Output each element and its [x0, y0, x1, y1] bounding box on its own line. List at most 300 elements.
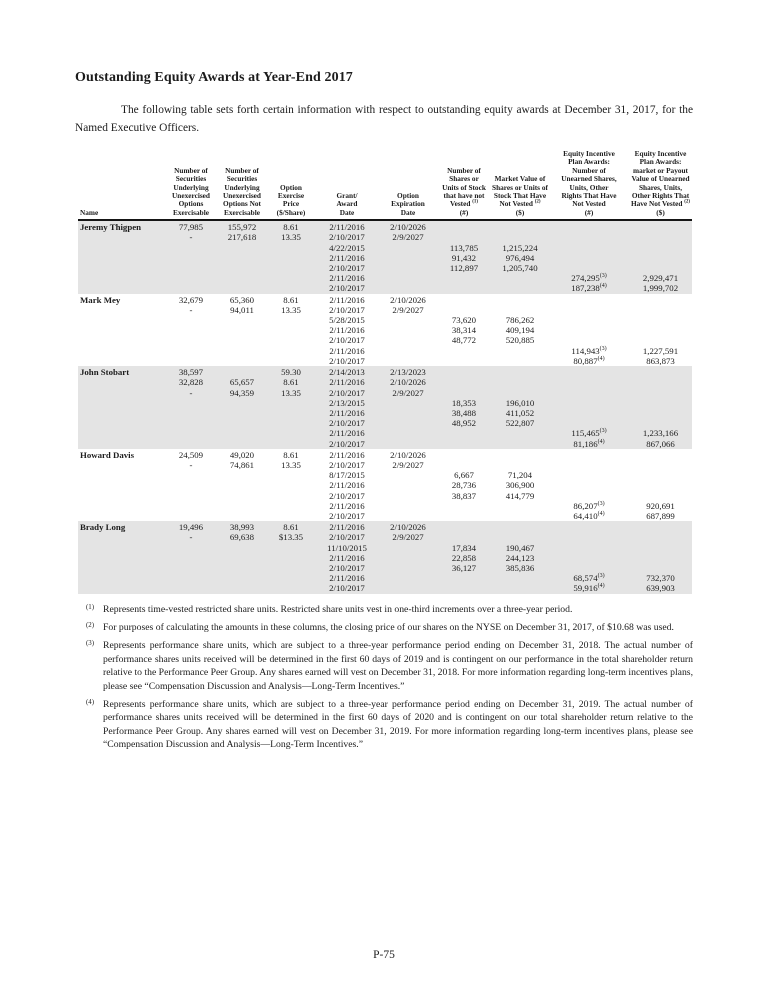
- executive-name: [78, 263, 165, 273]
- table-cell: [267, 480, 315, 490]
- table-cell: [549, 377, 629, 387]
- table-cell: 11/10/2015: [327, 542, 367, 553]
- table-cell: 112,897: [449, 263, 479, 274]
- table-cell: 639,903: [646, 583, 675, 594]
- table-cell: [217, 398, 267, 408]
- table-cell: [491, 366, 549, 377]
- table-cell: 2/10/2017: [329, 459, 365, 470]
- column-header: Option Exercise Price ($/Share): [276, 182, 306, 217]
- table-cell: 8.61: [283, 377, 299, 388]
- table-cell: [629, 388, 692, 398]
- table-cell: 2/9/2027: [392, 459, 424, 470]
- table-cell: [267, 501, 315, 511]
- table-cell: [491, 573, 549, 583]
- table-cell: [437, 294, 491, 305]
- executive-group: [78, 449, 692, 521]
- table-cell: [629, 398, 692, 408]
- table-cell: [267, 511, 315, 521]
- executive-name: [78, 398, 165, 408]
- table-cell: 2/10/2026: [390, 522, 426, 533]
- table-cell: [217, 439, 267, 449]
- table-cell: [491, 521, 549, 532]
- table-cell: [165, 408, 217, 418]
- table-cell: [437, 583, 491, 593]
- table-cell: [629, 315, 692, 325]
- table-row: [78, 428, 692, 438]
- footnote: [75, 621, 693, 634]
- table-cell: 2/10/2017: [329, 355, 365, 366]
- table-cell: [549, 480, 629, 490]
- table-cell: 2/11/2016: [329, 222, 365, 233]
- table-cell: [165, 273, 217, 283]
- executive-name: [78, 346, 165, 356]
- table-cell: [165, 583, 217, 593]
- table-row: [78, 253, 692, 263]
- table-cell: 68,574$^{(3)}$: [573, 573, 605, 584]
- table-cell: 2/10/2026: [390, 294, 426, 305]
- table-cell: 732,370: [646, 573, 675, 584]
- table-cell: [491, 511, 549, 521]
- executive-name: [78, 335, 165, 345]
- executive-name: [78, 243, 165, 253]
- table-cell: [379, 480, 437, 490]
- table-cell: [491, 346, 549, 356]
- table-cell: [549, 220, 629, 232]
- footnote-marker: (2): [86, 621, 95, 629]
- table-cell: 2/11/2016: [329, 500, 365, 511]
- table-cell: [379, 439, 437, 449]
- executive-name: [78, 583, 165, 593]
- table-row: [78, 449, 692, 460]
- table-cell: [217, 543, 267, 553]
- table-cell: [549, 521, 629, 532]
- table-cell: 13.35: [281, 387, 301, 398]
- table-cell: 8/17/2015: [329, 470, 365, 481]
- table-cell: [549, 553, 629, 563]
- table-cell: [549, 388, 629, 398]
- table-cell: [379, 263, 437, 273]
- table-cell: [379, 583, 437, 593]
- table-cell: -: [189, 232, 193, 243]
- executive-name: [78, 377, 165, 387]
- table-cell: 520,885: [505, 335, 535, 346]
- footnote-text: Represents performance share units, which are subject to a three-year performance period ending on December 31, 2018. The actual number of performance shares units received will be determined in the first 60 days of 2019 and is contingent on our performance in the total shareholder return relative to the Performance Peer Group. Any shares earned will vest on December 31, 2018. For more information regarding long-term incentives plans, please see “Compensation Discussion and Analysis—Long-Term Incentives.”: [103, 640, 693, 692]
- table-cell: [629, 470, 692, 480]
- table-cell: [437, 346, 491, 356]
- table-row: [78, 377, 692, 387]
- table-cell: [217, 491, 267, 501]
- table-cell: 2/11/2016: [329, 407, 365, 418]
- table-cell: [379, 428, 437, 438]
- table-cell: [165, 253, 217, 263]
- executive-name: [78, 305, 165, 315]
- table-cell: 94,011: [230, 304, 254, 315]
- table-cell: [217, 283, 267, 293]
- table-cell: 2/10/2017: [329, 304, 365, 315]
- table-cell: [491, 449, 549, 460]
- table-row: [78, 305, 692, 315]
- table-row: [78, 532, 692, 542]
- table-cell: 114,943$^{(3)}$: [571, 345, 607, 356]
- table-cell: $13.35: [278, 532, 304, 543]
- table-cell: 2/13/2023: [390, 367, 426, 378]
- table-cell: [165, 263, 217, 273]
- table-cell: 94,359: [229, 387, 255, 398]
- table-cell: [629, 553, 692, 563]
- footnote: [75, 639, 693, 693]
- table-cell: 6,667: [454, 470, 474, 481]
- table-cell: [437, 377, 491, 387]
- table-cell: 687,899: [646, 510, 675, 521]
- table-cell: [629, 243, 692, 253]
- table-cell: [267, 563, 315, 573]
- table-cell: 113,785: [449, 242, 479, 253]
- table-cell: 2/10/2017: [329, 283, 365, 294]
- table-cell: 2/13/2015: [329, 397, 365, 408]
- equity-awards-table: [78, 150, 692, 594]
- footnote-text: Represents performance share units, which are subject to a three-year performance period ending on December 31, 2019. The actual number of performance shares units received will be determined in the first 60 days of 2020 and is contingent on our total shareholder return relative to the Performance Peer Group. Any shares earned will vest on December 31, 2019. For more information regarding long-term incentives plans, please see “Compensation Discussion and Analysis—Long-Term Incentives.”: [103, 699, 693, 751]
- table-cell: [165, 563, 217, 573]
- table-cell: 18,353: [451, 397, 477, 408]
- executive-name: [78, 553, 165, 563]
- table-cell: [217, 273, 267, 283]
- table-cell: [267, 470, 315, 480]
- executive-name: [78, 439, 165, 449]
- table-cell: [491, 439, 549, 449]
- table-cell: 2/10/2017: [329, 583, 365, 594]
- table-cell: [549, 563, 629, 573]
- table-cell: 2/9/2027: [392, 232, 424, 243]
- table-cell: [217, 553, 267, 563]
- table-cell: 2/9/2027: [392, 532, 424, 543]
- executive-group: [78, 294, 692, 366]
- executive-group: [78, 220, 692, 293]
- table-cell: 2/10/2017: [329, 510, 365, 521]
- table-cell: 65,360: [229, 294, 255, 305]
- table-cell: 2/10/2017: [329, 490, 365, 501]
- table-cell: 38,993: [229, 522, 255, 533]
- table-cell: [267, 583, 315, 593]
- table-cell: [217, 428, 267, 438]
- table-cell: 73,620: [451, 315, 477, 326]
- table-cell: [549, 543, 629, 553]
- table-row: [78, 346, 692, 356]
- table-cell: [165, 573, 217, 583]
- executive-name: Howard Davis: [80, 449, 135, 460]
- table-cell: 2/10/2017: [329, 532, 365, 543]
- executive-name: [78, 470, 165, 480]
- executive-name: [78, 511, 165, 521]
- table-cell: [491, 460, 549, 470]
- table-cell: 13.35: [281, 304, 301, 315]
- footnote-marker: (1): [86, 603, 95, 611]
- table-cell: [267, 273, 315, 283]
- table-cell: 65,657: [229, 377, 255, 388]
- executive-name: [78, 428, 165, 438]
- table-cell: [491, 305, 549, 315]
- table-cell: 2/10/2017: [329, 387, 365, 398]
- table-cell: [549, 315, 629, 325]
- executive-name: John Stobart: [80, 367, 130, 378]
- table-cell: 2/11/2016: [329, 294, 365, 305]
- table-cell: 274,295$^{(3)}$: [571, 273, 607, 284]
- table-cell: [491, 232, 549, 242]
- footnote: [75, 698, 693, 752]
- table-cell: 64,410$^{(4)}$: [573, 510, 605, 521]
- table-cell: 13.35: [281, 232, 301, 243]
- table-cell: [437, 220, 491, 232]
- executive-name: Brady Long: [80, 522, 126, 533]
- executive-name: [78, 532, 165, 542]
- table-row: [78, 398, 692, 408]
- table-cell: [549, 263, 629, 273]
- table-cell: 2/10/2017: [329, 335, 365, 346]
- table-cell: [379, 563, 437, 573]
- table-cell: 91,432: [451, 252, 477, 263]
- table-cell: [217, 346, 267, 356]
- table-cell: [549, 418, 629, 428]
- table-cell: 49,020: [229, 449, 255, 460]
- table-cell: [379, 573, 437, 583]
- table-row: [78, 283, 692, 293]
- table-cell: [165, 511, 217, 521]
- table-cell: [267, 543, 315, 553]
- table-cell: [267, 263, 315, 273]
- table-row: [78, 491, 692, 501]
- executive-name: [78, 408, 165, 418]
- table-cell: [629, 253, 692, 263]
- table-cell: 2/10/2017: [329, 263, 365, 274]
- table-cell: 2/11/2016: [329, 345, 365, 356]
- table-cell: [629, 335, 692, 345]
- table-cell: 38,314: [451, 325, 477, 336]
- table-cell: [437, 283, 491, 293]
- table-cell: [629, 532, 692, 542]
- table-cell: [629, 232, 692, 242]
- table-cell: [629, 418, 692, 428]
- table-row: [78, 480, 692, 490]
- table-cell: [491, 532, 549, 542]
- table-cell: [491, 283, 549, 293]
- executive-name: [78, 501, 165, 511]
- table-cell: [267, 408, 315, 418]
- executive-name: [78, 253, 165, 263]
- table-cell: 8.61: [283, 449, 299, 460]
- table-cell: [267, 346, 315, 356]
- table-cell: [165, 439, 217, 449]
- table-cell: 190,467: [505, 542, 535, 553]
- table-row: [78, 573, 692, 583]
- table-cell: 2/10/2026: [390, 449, 426, 460]
- table-cell: [267, 418, 315, 428]
- table-cell: 38,597: [178, 367, 204, 378]
- column-header: Market Value of Shares or Units of Stock That Have Not Vested $^{(2)}$ ($): [492, 174, 548, 217]
- table-cell: [165, 325, 217, 335]
- executive-group: [78, 521, 692, 593]
- table-cell: 187,238$^{(4)}$: [571, 283, 607, 294]
- table-cell: [437, 573, 491, 583]
- table-cell: [629, 325, 692, 335]
- table-cell: [165, 315, 217, 325]
- table-cell: 32,828: [178, 377, 204, 388]
- table-cell: 2/11/2016: [329, 573, 365, 584]
- table-cell: [165, 398, 217, 408]
- table-cell: [217, 243, 267, 253]
- table-cell: [267, 439, 315, 449]
- table-cell: 2/10/2017: [329, 438, 365, 449]
- footnote-text: Represents time-vested restricted share units. Restricted share units vest in one-third increments over a three-year period.: [103, 603, 573, 615]
- table-cell: [629, 491, 692, 501]
- table-cell: [629, 263, 692, 273]
- table-cell: [379, 408, 437, 418]
- table-row: [78, 563, 692, 573]
- table-row: [78, 439, 692, 449]
- table-cell: [549, 335, 629, 345]
- table-cell: [165, 428, 217, 438]
- table-cell: [629, 305, 692, 315]
- table-cell: [437, 305, 491, 315]
- table-cell: 48,772: [451, 335, 477, 346]
- table-cell: [491, 501, 549, 511]
- table-cell: [267, 491, 315, 501]
- table-cell: [549, 232, 629, 242]
- table-cell: [549, 305, 629, 315]
- intro-paragraph: The following table sets forth certain information with respect to outstanding equity awards at December 31, 2017, for the Named Executive Officers.: [75, 104, 693, 134]
- table-cell: 8.61: [283, 522, 299, 533]
- table-cell: [629, 408, 692, 418]
- table-cell: [379, 253, 437, 263]
- column-header: Number of Shares or Units of Stock that have not Vested $^{(1)}$ (#): [442, 165, 486, 217]
- table-cell: 69,638: [229, 532, 255, 543]
- table-cell: [549, 294, 629, 305]
- table-cell: [437, 460, 491, 470]
- table-cell: [379, 398, 437, 408]
- table-cell: [549, 491, 629, 501]
- table-cell: 2/10/2017: [329, 562, 365, 573]
- table-cell: 2/10/2026: [390, 222, 426, 233]
- table-cell: 1,215,224: [502, 242, 538, 253]
- table-row: [78, 273, 692, 283]
- table-cell: 24,509: [178, 449, 204, 460]
- table-cell: [491, 428, 549, 438]
- table-cell: [379, 356, 437, 366]
- table-row: [78, 243, 692, 253]
- table-row: [78, 460, 692, 470]
- footnote-text: For purposes of calculating the amounts in these columns, the closing price of our shares on the NYSE on December 31, 2017, of $10.68 was used.: [103, 621, 674, 633]
- table-cell: [491, 583, 549, 593]
- table-cell: [217, 470, 267, 480]
- table-cell: [165, 501, 217, 511]
- table-cell: [165, 480, 217, 490]
- table-cell: 1,233,166: [642, 428, 679, 439]
- table-cell: [549, 408, 629, 418]
- table-cell: [217, 253, 267, 263]
- table-cell: [165, 418, 217, 428]
- table-cell: 976,494: [505, 252, 535, 263]
- table-row: [78, 553, 692, 563]
- table-cell: [217, 563, 267, 573]
- table-cell: 86,207$^{(3)}$: [573, 500, 605, 511]
- table-cell: [217, 315, 267, 325]
- table-cell: [491, 377, 549, 387]
- header-row: [78, 150, 692, 220]
- table-cell: 19,496: [178, 522, 204, 533]
- table-cell: [629, 294, 692, 305]
- table-cell: 786,262: [505, 315, 535, 326]
- table-cell: 8.61: [283, 222, 299, 233]
- table-cell: 2/14/2013: [329, 367, 365, 378]
- table-cell: [267, 253, 315, 263]
- table-row: [78, 325, 692, 335]
- column-header: Number of Securities Underlying Unexercised Options Exercisable: [172, 165, 210, 217]
- executive-name: [78, 388, 165, 398]
- table-cell: [379, 543, 437, 553]
- executive-name: [78, 273, 165, 283]
- table-cell: -: [189, 387, 193, 398]
- table-cell: [217, 583, 267, 593]
- table-cell: 2/11/2016: [329, 377, 365, 388]
- table-cell: [629, 449, 692, 460]
- page-number: P-75: [373, 949, 395, 961]
- footnote: [75, 603, 693, 616]
- table-row: [78, 220, 692, 232]
- table-cell: [629, 460, 692, 470]
- table-cell: 2/10/2017: [329, 418, 365, 429]
- table-cell: [267, 283, 315, 293]
- table-cell: [437, 356, 491, 366]
- table-cell: 28,736: [451, 480, 477, 491]
- executive-name: Mark Mey: [80, 294, 121, 305]
- table-cell: [217, 480, 267, 490]
- table-row: [78, 470, 692, 480]
- table-cell: 2/9/2027: [392, 304, 424, 315]
- table-cell: [437, 428, 491, 438]
- executive-name: [78, 418, 165, 428]
- table-cell: [217, 511, 267, 521]
- table-cell: [379, 511, 437, 521]
- table-cell: [217, 573, 267, 583]
- table-cell: [437, 388, 491, 398]
- table-cell: [165, 543, 217, 553]
- table-cell: [437, 439, 491, 449]
- table-cell: [549, 460, 629, 470]
- table-cell: 2/11/2016: [329, 480, 365, 491]
- table-cell: [437, 532, 491, 542]
- table-cell: [267, 553, 315, 563]
- table-cell: [165, 470, 217, 480]
- table-cell: 36,127: [451, 562, 477, 573]
- table-header: [78, 150, 692, 220]
- table-cell: [217, 335, 267, 345]
- table-cell: [491, 273, 549, 283]
- table-cell: [437, 273, 491, 283]
- table-cell: 196,010: [505, 397, 535, 408]
- executive-name: [78, 491, 165, 501]
- table-cell: 13.35: [281, 459, 301, 470]
- table-cell: 22,858: [451, 552, 477, 563]
- table-cell: [491, 294, 549, 305]
- table-row: [78, 418, 692, 428]
- column-header: Option Expiration Date: [391, 191, 425, 217]
- table-cell: 155,972: [227, 222, 257, 233]
- table-cell: 306,900: [505, 480, 535, 491]
- table-cell: [217, 418, 267, 428]
- table-cell: 2/11/2016: [329, 252, 365, 263]
- table-cell: -: [189, 459, 193, 470]
- executive-name: [78, 232, 165, 242]
- table-cell: [165, 243, 217, 253]
- table-row: [78, 501, 692, 511]
